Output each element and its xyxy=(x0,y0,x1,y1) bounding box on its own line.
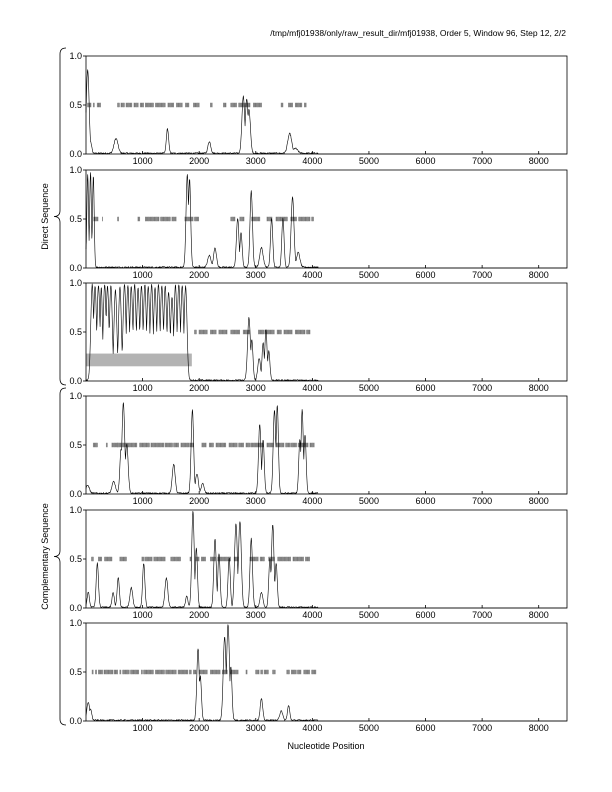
y-tick-label: 0.0 xyxy=(69,149,82,159)
shaded-region xyxy=(86,354,192,367)
x-tick-label: 3000 xyxy=(245,270,266,280)
y-tick-label: 0.5 xyxy=(69,440,82,450)
panel-2 xyxy=(69,165,567,280)
panel-1 xyxy=(69,51,567,166)
y-tick-label: 1.0 xyxy=(69,618,82,628)
x-tick-label: 2000 xyxy=(189,156,210,166)
x-tick-label: 1000 xyxy=(132,496,153,506)
x-tick-label: 1000 xyxy=(132,270,153,280)
panel-5 xyxy=(69,505,567,620)
y-tick-label: 0.0 xyxy=(69,603,82,613)
direct-sequence-brace xyxy=(54,48,66,385)
y-tick-label: 0.5 xyxy=(69,100,82,110)
y-tick-label: 1.0 xyxy=(69,391,82,401)
series-line xyxy=(86,70,567,154)
x-tick-label: 5000 xyxy=(358,383,379,393)
panel-4 xyxy=(69,391,567,506)
y-tick-label: 0.5 xyxy=(69,327,82,337)
x-tick-label: 3000 xyxy=(245,383,266,393)
x-tick-label: 4000 xyxy=(302,496,323,506)
x-axis-title: Nucleotide Position xyxy=(287,741,365,751)
x-tick-label: 4000 xyxy=(302,610,323,620)
x-tick-label: 1000 xyxy=(132,610,153,620)
x-tick-label: 8000 xyxy=(528,496,549,506)
y-tick-label: 0.0 xyxy=(69,489,82,499)
x-tick-label: 3000 xyxy=(245,723,266,733)
y-tick-label: 0.5 xyxy=(69,554,82,564)
x-tick-label: 8000 xyxy=(528,383,549,393)
x-tick-label: 2000 xyxy=(189,383,210,393)
y-tick-label: 1.0 xyxy=(69,278,82,288)
x-tick-label: 8000 xyxy=(528,270,549,280)
x-tick-label: 5000 xyxy=(358,270,379,280)
x-tick-label: 6000 xyxy=(415,383,436,393)
direct-sequence-label: Direct Sequence xyxy=(40,183,50,250)
x-tick-label: 1000 xyxy=(132,723,153,733)
complementary-sequence-label: Complementary Sequence xyxy=(40,503,50,610)
x-tick-label: 2000 xyxy=(189,723,210,733)
x-tick-label: 3000 xyxy=(245,156,266,166)
x-tick-label: 7000 xyxy=(472,610,493,620)
x-tick-label: 5000 xyxy=(358,496,379,506)
x-tick-label: 6000 xyxy=(415,156,436,166)
series-line xyxy=(86,403,567,494)
x-tick-label: 7000 xyxy=(472,383,493,393)
y-tick-label: 0.5 xyxy=(69,214,82,224)
y-tick-label: 0.0 xyxy=(69,263,82,273)
complementary-sequence-brace xyxy=(54,388,66,725)
x-tick-label: 7000 xyxy=(472,270,493,280)
x-tick-label: 5000 xyxy=(358,156,379,166)
x-tick-label: 3000 xyxy=(245,496,266,506)
panel-3 xyxy=(69,278,567,393)
x-tick-label: 4000 xyxy=(302,723,323,733)
x-tick-label: 8000 xyxy=(528,610,549,620)
x-tick-label: 8000 xyxy=(528,723,549,733)
x-tick-label: 3000 xyxy=(245,610,266,620)
y-tick-label: 0.0 xyxy=(69,716,82,726)
y-tick-label: 1.0 xyxy=(69,505,82,515)
x-tick-label: 2000 xyxy=(189,270,210,280)
chart-title: /tmp/mfj01938/only/raw_result_dir/mfj01938, Order 5, Window 96, Step 12, 2/2 xyxy=(270,28,566,38)
x-tick-label: 8000 xyxy=(528,156,549,166)
x-tick-label: 6000 xyxy=(415,610,436,620)
x-tick-label: 6000 xyxy=(415,496,436,506)
x-tick-label: 1000 xyxy=(132,156,153,166)
x-tick-label: 7000 xyxy=(472,496,493,506)
x-tick-label: 6000 xyxy=(415,723,436,733)
series-line xyxy=(86,284,567,381)
y-tick-label: 0.0 xyxy=(69,376,82,386)
x-tick-label: 5000 xyxy=(358,723,379,733)
x-tick-label: 1000 xyxy=(132,383,153,393)
y-tick-label: 1.0 xyxy=(69,51,82,61)
y-tick-label: 1.0 xyxy=(69,165,82,175)
x-tick-label: 4000 xyxy=(302,383,323,393)
x-tick-label: 2000 xyxy=(189,496,210,506)
x-tick-label: 7000 xyxy=(472,723,493,733)
panel-6 xyxy=(69,618,567,733)
x-tick-label: 7000 xyxy=(472,156,493,166)
x-tick-label: 4000 xyxy=(302,270,323,280)
x-tick-label: 4000 xyxy=(302,156,323,166)
x-tick-label: 2000 xyxy=(189,610,210,620)
x-tick-label: 6000 xyxy=(415,270,436,280)
y-tick-label: 0.5 xyxy=(69,667,82,677)
x-tick-label: 5000 xyxy=(358,610,379,620)
